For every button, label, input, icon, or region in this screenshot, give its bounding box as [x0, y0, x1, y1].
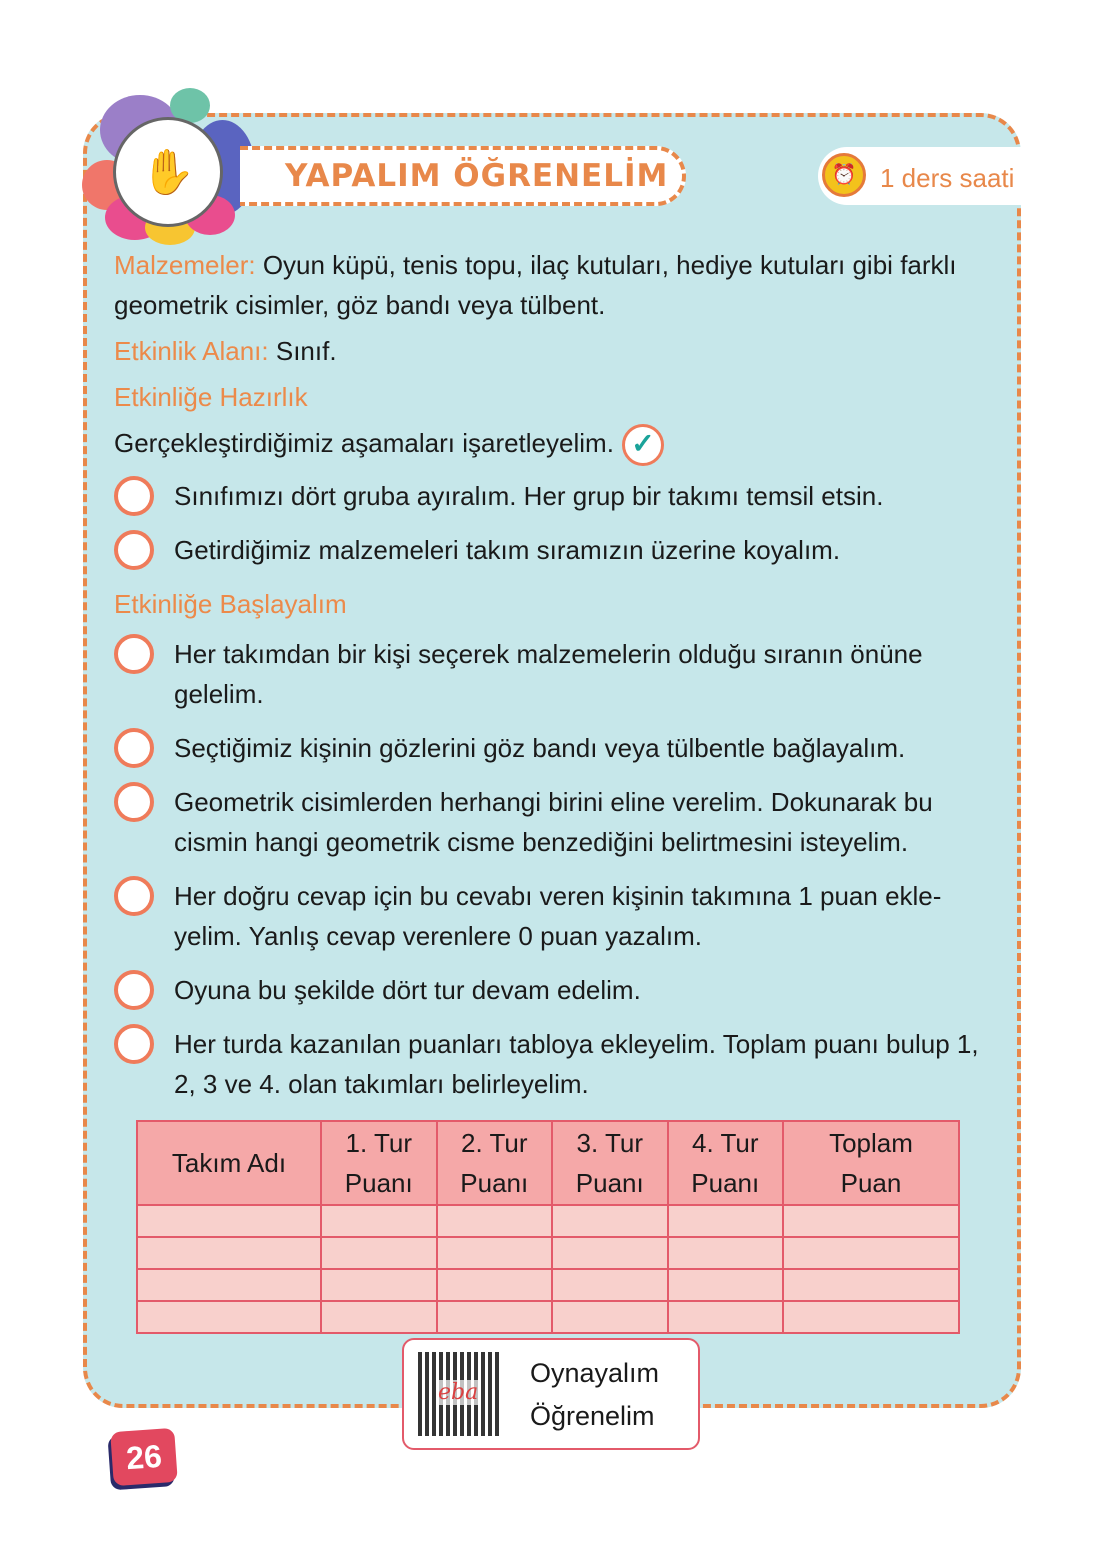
table-cell[interactable] — [137, 1205, 321, 1237]
table-cell[interactable] — [668, 1237, 784, 1269]
checkbox-circle[interactable] — [114, 530, 154, 570]
header-round-2: 2. Tur Puanı — [437, 1121, 553, 1205]
checklist-item — [114, 728, 987, 768]
table-cell[interactable] — [668, 1301, 784, 1333]
area-line — [114, 331, 987, 371]
table-cell[interactable] — [321, 1237, 437, 1269]
hands-together-icon: ✋ — [113, 117, 223, 227]
header-round-4: 4. Tur Puanı — [668, 1121, 784, 1205]
qr-caption-line-1: Oynayalım — [530, 1358, 660, 1389]
header-round-1: 1. Tur Puanı — [321, 1121, 437, 1205]
checklist-item — [114, 970, 987, 1010]
checkbox-circle[interactable] — [114, 728, 154, 768]
table-cell[interactable] — [137, 1301, 321, 1333]
table-row — [137, 1205, 959, 1237]
checklist-item — [114, 876, 987, 956]
checkbox-circle[interactable] — [114, 876, 154, 916]
qr-card — [402, 1338, 700, 1450]
checkbox-circle[interactable] — [114, 970, 154, 1010]
checkmark-icon: ✓ — [622, 424, 664, 466]
checklist-item — [114, 782, 987, 862]
materials-text: Oyun küpü, tenis topu, ilaç kutuları, hediye kutuları gibi — [255, 250, 893, 280]
table-cell[interactable] — [552, 1301, 668, 1333]
area-value: Sınıf. — [268, 336, 337, 366]
table-cell[interactable] — [437, 1205, 553, 1237]
qr-caption-line-2: Öğrenelim — [530, 1401, 655, 1432]
area-label: Etkinlik Alanı: — [114, 336, 269, 366]
checkbox-circle[interactable] — [114, 782, 154, 822]
prep-heading: Etkinliğe Hazırlık — [114, 382, 308, 412]
item-text: Getirdiğimiz malzemeleri takım sıramızın üzerine koyalım. — [174, 535, 841, 566]
item-text: Her turda kazanılan puanları tabloya ekleyelim. Toplam puanı bulup 1, 2, 3 ve 4. olan takımları belirleyelim. — [174, 1029, 979, 1100]
item-text: Her doğru cevap için bu cevabı veren kişinin takımına 1 puan ekle-yelim. Yanlış cevap verenlere 0 puan yazalım. — [174, 881, 942, 952]
table-cell[interactable] — [552, 1269, 668, 1301]
checkbox-circle[interactable] — [114, 634, 154, 674]
checkbox-circle[interactable] — [114, 476, 154, 516]
table-cell[interactable] — [437, 1269, 553, 1301]
duration-text: 1 ders saati — [880, 163, 1015, 193]
qr-caption — [530, 1340, 698, 1448]
item-text: Oyuna bu şekilde dört tur devam edelim. — [174, 975, 641, 1006]
table-cell[interactable] — [783, 1301, 959, 1333]
section-title: YAPALIM ÖĞRENELİM — [285, 158, 669, 194]
page-number: 26 — [110, 1428, 178, 1486]
table-cell[interactable] — [783, 1205, 959, 1237]
checklist-item — [114, 634, 987, 714]
table-cell[interactable] — [321, 1301, 437, 1333]
table-row — [137, 1237, 959, 1269]
alarm-clock-icon: ⏰ — [822, 153, 866, 197]
checklist-item — [114, 1024, 987, 1104]
materials-label: Malzemeler: — [114, 250, 256, 280]
qr-code[interactable] — [418, 1352, 502, 1436]
table-cell[interactable] — [321, 1269, 437, 1301]
eba-logo: eba — [438, 1380, 479, 1406]
table-cell[interactable] — [668, 1269, 784, 1301]
table-cell[interactable] — [668, 1205, 784, 1237]
activity-panel — [83, 113, 1021, 1408]
table-cell[interactable] — [552, 1205, 668, 1237]
checklist-item — [114, 530, 987, 570]
materials-line — [114, 245, 987, 325]
table-cell[interactable] — [321, 1205, 437, 1237]
table-header-row — [137, 1121, 959, 1205]
prep-instruction-line — [114, 423, 987, 466]
table-cell[interactable] — [437, 1237, 553, 1269]
header-round-3: 3. Tur Puanı — [552, 1121, 668, 1205]
header-team: Takım Adı — [137, 1121, 321, 1205]
score-table — [136, 1120, 960, 1334]
table-row — [137, 1269, 959, 1301]
table-cell[interactable] — [552, 1237, 668, 1269]
start-heading: Etkinliğe Başlayalım — [114, 589, 347, 620]
table-cell[interactable] — [783, 1269, 959, 1301]
table-cell[interactable] — [783, 1237, 959, 1269]
checkbox-circle[interactable] — [114, 1024, 154, 1064]
table-cell[interactable] — [137, 1269, 321, 1301]
item-text: Geometrik cisimlerden herhangi birini eline verelim. Dokunarak bu cismin hangi geometrik cisme benzediğini belirtmesini isteyelim. — [174, 787, 933, 858]
item-text: Her takımdan bir kişi seçerek malzemelerin olduğu sıranın önüne gelelim. — [174, 639, 923, 710]
materials-text-2: farklı geometrik cisimler, göz bandı veya tülbent. — [114, 250, 957, 320]
table-cell[interactable] — [137, 1237, 321, 1269]
header-total: Toplam Puan — [783, 1121, 959, 1205]
table-row — [137, 1301, 959, 1333]
table-cell[interactable] — [437, 1301, 553, 1333]
item-text: Sınıfımızı dört gruba ayıralım. Her grup bir takımı temsil etsin. — [174, 481, 884, 512]
prep-instruction: Gerçekleştirdiğimiz aşamaları işaretleyelim. — [114, 428, 614, 458]
item-text: Seçtiğimiz kişinin gözlerini göz bandı veya tülbentle bağlayalım. — [174, 733, 906, 764]
checklist-item — [114, 476, 987, 516]
